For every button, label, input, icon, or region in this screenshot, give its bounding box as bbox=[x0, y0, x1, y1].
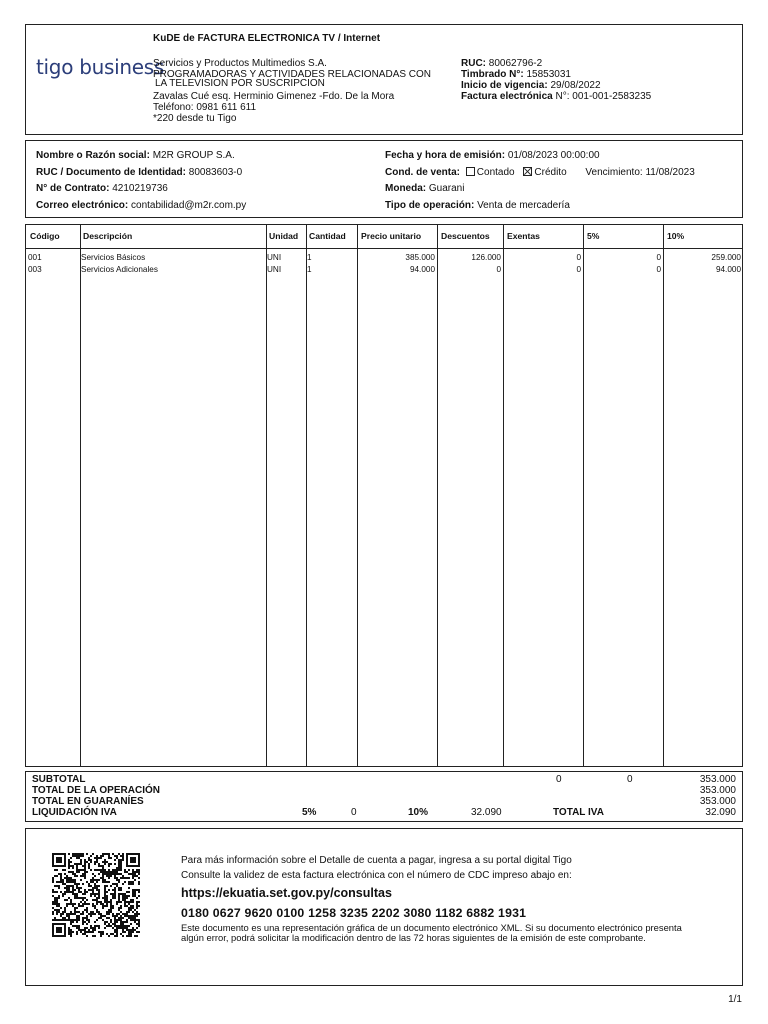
cell-exentas: 0 bbox=[576, 253, 581, 262]
th-unidad: Unidad bbox=[269, 231, 299, 241]
company-activity-2: LA TELEVISION POR SUSCRIPCION bbox=[155, 78, 325, 89]
page-number: 1/1 bbox=[728, 994, 742, 1005]
tipo-label: Tipo de operación: bbox=[385, 200, 475, 211]
cell-exentas: 0 bbox=[576, 265, 581, 274]
legal-note: Este documento es una representación gráfica de un documento electrónico XML. Si su documento electrónico presenta algún error, podrá solicitar la modificación dentro de las 72 horas siguientes de la emisión de este comprobante. bbox=[181, 922, 682, 943]
th-descripcion: Descripción bbox=[83, 231, 133, 241]
company-address: Zavalas Cué esq. Herminio Gimenez -Fdo. De la Mora bbox=[153, 91, 395, 102]
liq-10pct-label: 10% bbox=[408, 807, 429, 818]
vigencia-value: 29/08/2022 bbox=[550, 80, 601, 91]
totals-section bbox=[25, 771, 743, 822]
credito-label: Crédito bbox=[534, 167, 567, 178]
subtotal-exentas: 0 bbox=[556, 774, 562, 785]
credito-checkbox bbox=[523, 167, 532, 176]
cell-10pct: 94.000 bbox=[715, 265, 741, 274]
col-divider bbox=[663, 225, 664, 766]
fecha-value: 01/08/2023 00:00:00 bbox=[507, 150, 600, 161]
subtotal-label: SUBTOTAL bbox=[32, 774, 86, 785]
th-codigo: Código bbox=[30, 231, 60, 241]
vencimiento: Vencimiento: 11/08/2023 bbox=[585, 167, 695, 178]
liq-5pct-label: 5% bbox=[302, 807, 317, 818]
info-line-2: Consulte la validez de esta factura electrónica con el número de CDC impreso abajo en: bbox=[181, 870, 572, 881]
tigo-business-logo: tigo business bbox=[36, 55, 164, 79]
invoice-header bbox=[25, 24, 743, 135]
header-divider bbox=[26, 248, 742, 249]
razon-value: M2R GROUP S.A. bbox=[152, 150, 235, 161]
col-divider bbox=[80, 225, 81, 766]
validation-footer bbox=[25, 828, 743, 986]
items-table bbox=[25, 224, 743, 767]
cell-descuentos: 126.000 bbox=[471, 253, 501, 262]
total-operacion-label: TOTAL DE LA OPERACIÓN bbox=[32, 785, 160, 796]
razon-social-row bbox=[36, 150, 235, 161]
th-cantidad: Cantidad bbox=[309, 231, 346, 241]
subtotal-10pct: 353.000 bbox=[699, 774, 736, 785]
timbrado-label: Timbrado N°: bbox=[461, 69, 524, 80]
total-iva-label: TOTAL IVA bbox=[553, 807, 604, 818]
vigencia-label: Inicio de vigencia: bbox=[461, 80, 548, 91]
document-title: KuDE de FACTURA ELECTRONICA TV / Internet bbox=[153, 33, 381, 44]
company-activity: PROGRAMADORAS Y ACTIVIDADES RELACIONADAS CON bbox=[153, 69, 432, 80]
cell-descripcion: Servicios Adicionales bbox=[81, 265, 158, 274]
cell-codigo: 003 bbox=[28, 265, 42, 274]
tipo-value: Venta de mercadería bbox=[477, 200, 570, 211]
liq-5pct-value: 0 bbox=[351, 807, 357, 818]
customer-ruc-row bbox=[36, 167, 242, 178]
info-line-1: Para más información sobre el Detalle de cuenta a pagar, ingresa a su portal digital Tigo bbox=[181, 855, 572, 866]
col-divider bbox=[266, 225, 267, 766]
fecha-row bbox=[385, 150, 600, 161]
factura-number: N°: 001-001-2583235 bbox=[555, 91, 652, 102]
moneda-value: Guarani bbox=[428, 183, 465, 194]
timbrado-value: 15853031 bbox=[526, 69, 571, 80]
cell-descripcion: Servicios Básicos bbox=[81, 253, 146, 262]
th-precio: Precio unitario bbox=[361, 231, 422, 241]
correo-row bbox=[36, 200, 246, 211]
cell-cantidad: 1 bbox=[307, 265, 312, 274]
contado-label: Contado bbox=[476, 167, 515, 178]
company-info bbox=[153, 58, 453, 124]
liquidacion-iva-label: LIQUIDACIÓN IVA bbox=[32, 807, 117, 818]
col-divider bbox=[306, 225, 307, 766]
cond-venta-label: Cond. de venta: bbox=[385, 167, 461, 178]
company-phone: Teléfono: 0981 611 611 bbox=[153, 102, 257, 113]
ruc-value: 80062796-2 bbox=[488, 58, 543, 69]
th-descuentos: Descuentos bbox=[441, 231, 490, 241]
contrato-value: 4210219736 bbox=[112, 183, 168, 194]
liq-10pct-value: 32.090 bbox=[471, 807, 502, 818]
contado-checkbox bbox=[466, 167, 475, 176]
cell-5pct: 0 bbox=[656, 265, 661, 274]
total-guaranies-label: TOTAL EN GUARANÍES bbox=[32, 796, 144, 807]
total-guaranies-value: 353.000 bbox=[699, 796, 736, 807]
tipo-operacion-row bbox=[385, 200, 570, 211]
customer-ruc-value: 80083603-0 bbox=[188, 167, 243, 178]
ruc-label: RUC: bbox=[461, 58, 486, 69]
cell-unidad: UNI bbox=[267, 265, 282, 274]
cond-venta-row bbox=[385, 167, 695, 178]
th-exentas: Exentas bbox=[507, 231, 540, 241]
subtotal-5pct: 0 bbox=[627, 774, 633, 785]
company-name: Servicios y Productos Multimedios S.A. bbox=[153, 58, 327, 69]
company-short-code: *220 desde tu Tigo bbox=[153, 113, 237, 124]
customer-ruc-label: RUC / Documento de Identidad: bbox=[36, 167, 186, 178]
col-divider bbox=[583, 225, 584, 766]
correo-value: contabilidad@m2r.com.py bbox=[131, 200, 247, 211]
fecha-label: Fecha y hora de emisión: bbox=[385, 150, 506, 161]
cell-precio: 94.000 bbox=[409, 265, 435, 274]
qr-code bbox=[52, 853, 142, 937]
consulta-url[interactable]: https://ekuatia.set.gov.py/consultas bbox=[181, 886, 392, 900]
col-divider bbox=[357, 225, 358, 766]
cell-descuentos: 0 bbox=[496, 265, 501, 274]
cell-10pct: 259.000 bbox=[711, 253, 741, 262]
col-divider bbox=[503, 225, 504, 766]
total-operacion-value: 353.000 bbox=[699, 785, 736, 796]
contrato-label: N° de Contrato: bbox=[36, 183, 110, 194]
th-10pct: 10% bbox=[667, 231, 685, 241]
customer-info bbox=[25, 140, 743, 218]
cdc-number: 0180 0627 9620 0100 1258 3235 2202 3080 1182 6882 1931 bbox=[181, 906, 527, 920]
issuer-fiscal-info bbox=[461, 58, 741, 102]
razon-label: Nombre o Razón social: bbox=[36, 150, 150, 161]
cell-cantidad: 1 bbox=[307, 253, 312, 262]
cell-5pct: 0 bbox=[656, 253, 661, 262]
cell-unidad: UNI bbox=[267, 253, 282, 262]
col-divider bbox=[437, 225, 438, 766]
contrato-row bbox=[36, 183, 168, 194]
cell-precio: 385.000 bbox=[405, 253, 435, 262]
moneda-label: Moneda: bbox=[385, 183, 427, 194]
correo-label: Correo electrónico: bbox=[36, 200, 129, 211]
total-iva-value: 32.090 bbox=[705, 807, 736, 818]
factura-label: Factura electrónica bbox=[461, 91, 553, 102]
moneda-row bbox=[385, 183, 464, 194]
th-5pct: 5% bbox=[587, 231, 600, 241]
cell-codigo: 001 bbox=[28, 253, 42, 262]
